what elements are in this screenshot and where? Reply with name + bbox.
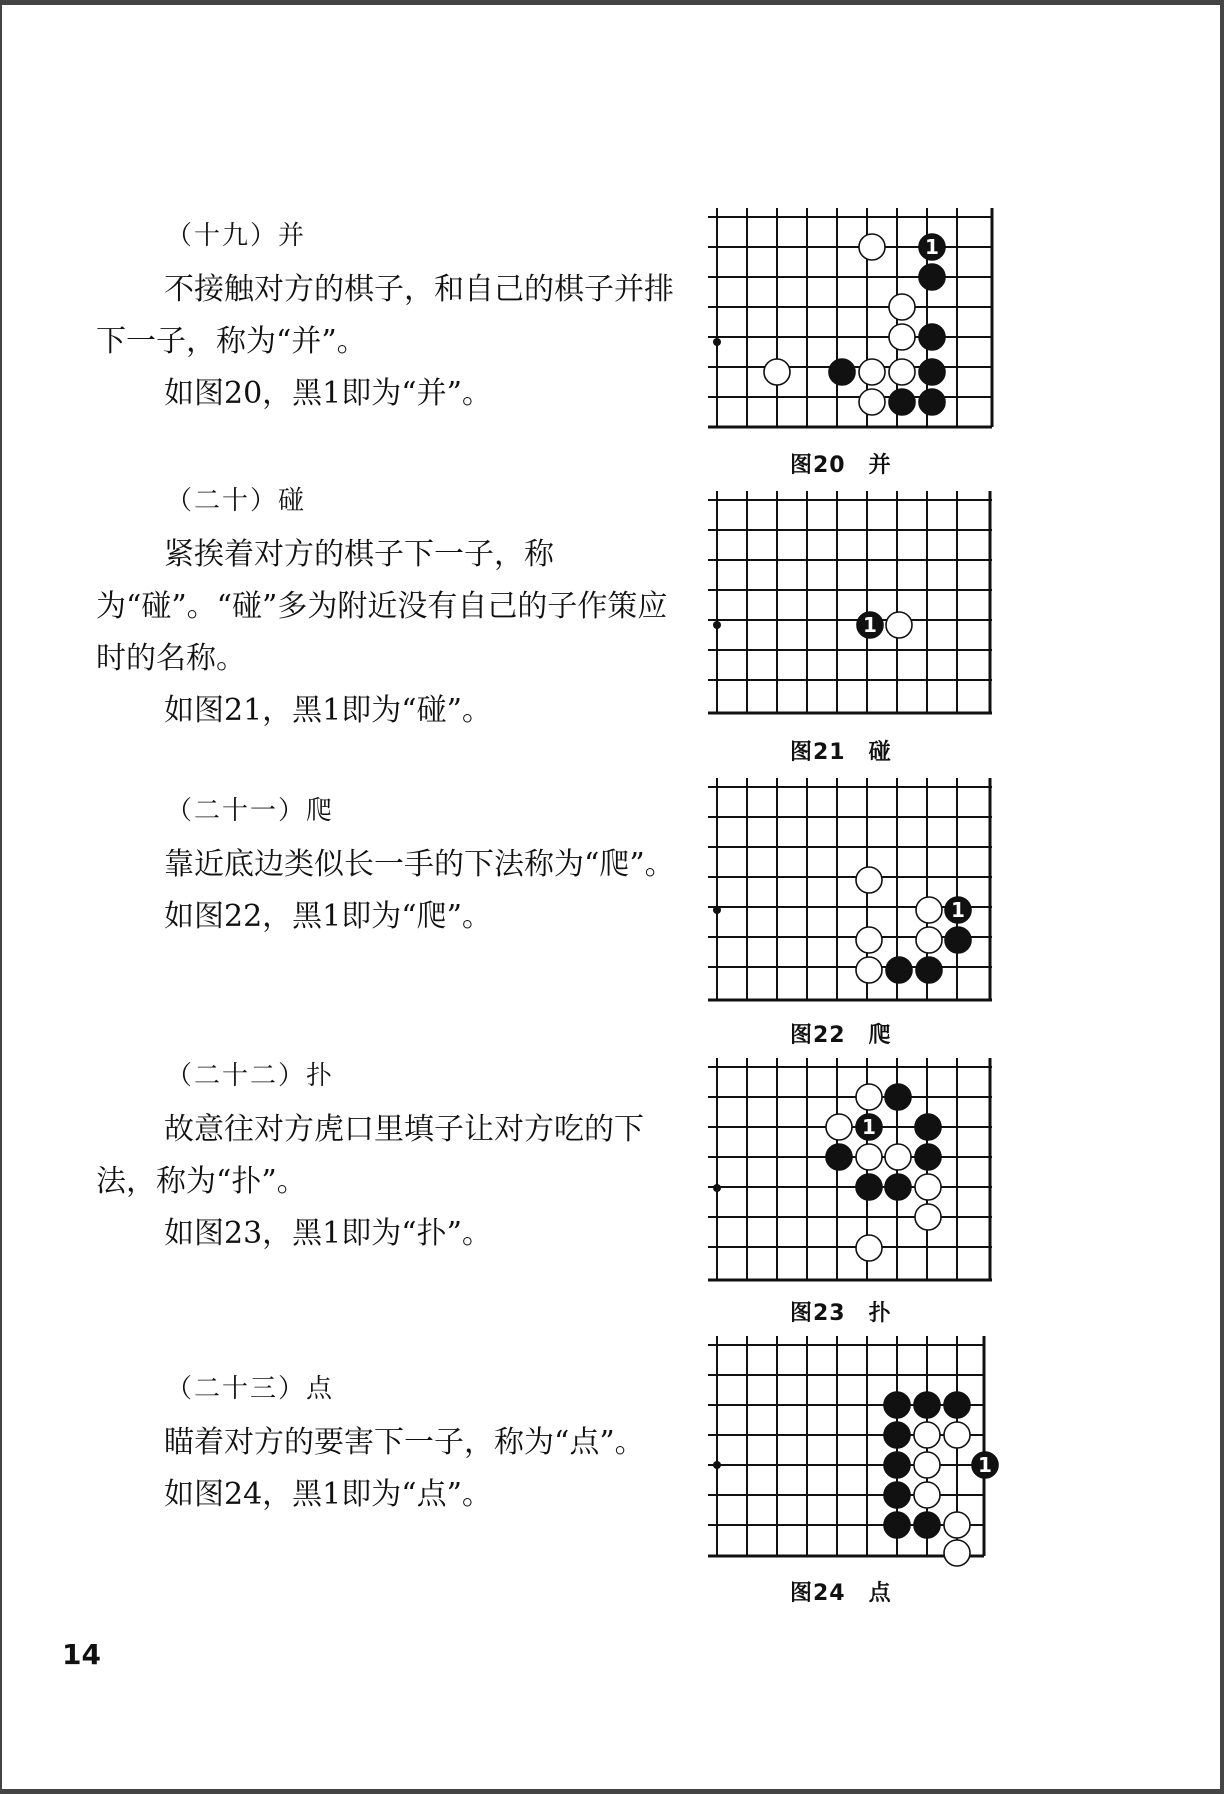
section-example: 如图20，黑1即为“并”。 [164,376,492,411]
white-stone [856,1144,882,1170]
black-stone [884,1512,910,1538]
black-stone [919,359,945,385]
stone-number-label: 1 [978,1453,992,1477]
go-board-diagram-24 [700,1328,1000,1568]
section-heading: （二十二）扑 [166,1061,335,1091]
white-stone [856,957,882,983]
black-stone [886,957,912,983]
white-stone [826,1114,852,1140]
black-stone [885,1174,911,1200]
board-grid [708,778,992,1000]
board-grid [708,1058,992,1280]
go-board-diagram-23 [700,1050,1000,1290]
black-stone [945,927,971,953]
section-heading: （二十三）点 [166,1374,335,1404]
stone-number-label: 1 [951,898,965,922]
white-stone [764,359,790,385]
black-stone [916,957,942,983]
white-stone [944,1512,970,1538]
white-stone [914,1482,940,1508]
black-stone [829,359,855,385]
board-grid [708,491,992,713]
board-grid [708,208,992,427]
section-paragraph: 瞄着对方的要害下一子，称为“点”。 [164,1425,645,1460]
white-stone [859,359,885,385]
figure-caption: 图23 扑 [790,1301,892,1326]
figure-caption: 图20 并 [790,453,892,478]
section-example: 如图24，黑1即为“点”。 [164,1477,492,1512]
section-paragraph: 不接触对方的棋子，和自己的棋子并排下一子，称为“并”。 [96,272,674,359]
black-stone [919,389,945,415]
go-board-diagram-21 [700,483,1000,723]
section-paragraph: 故意往对方虎口里填子让对方吃的下法，称为“扑”。 [96,1112,644,1199]
black-stone [884,1422,910,1448]
white-stone [915,1204,941,1230]
figure-caption: 图22 爬 [790,1023,892,1048]
white-stone [856,1084,882,1110]
section-example: 如图21，黑1即为“碰”。 [164,693,492,728]
figure-caption: 图24 点 [790,1581,892,1606]
section-20 [96,480,676,737]
black-stone [884,1452,910,1478]
black-stone [915,1114,941,1140]
section-21 [96,790,676,943]
stone-number-label: 1 [863,613,877,637]
white-stone [856,867,882,893]
white-stone [944,1422,970,1448]
section-19 [96,215,676,420]
white-stone [859,234,885,260]
star-point [713,1461,721,1469]
black-stone [919,324,945,350]
black-stone [914,1512,940,1538]
white-stone [889,324,915,350]
black-stone [889,389,915,415]
section-paragraph: 紧挨着对方的棋子下一子，称为“碰”。“碰”多为附近没有自己的子作策应时的名称。 [96,537,668,676]
white-stone [886,612,912,638]
black-stone [944,1392,970,1418]
section-example: 如图23，黑1即为“扑”。 [164,1216,492,1251]
section-22 [96,1055,676,1260]
white-stone [885,1144,911,1170]
stone-number-label: 1 [862,1115,876,1139]
section-heading: （二十一）爬 [166,796,335,826]
black-stone [884,1482,910,1508]
black-stone [915,1144,941,1170]
black-stone [919,264,945,290]
white-stone [944,1540,970,1566]
go-board-diagram-20 [700,200,1000,440]
star-point [713,338,721,346]
board-grid [708,1336,984,1556]
white-stone [889,359,915,385]
stone-number-label: 1 [925,235,939,259]
section-23 [96,1368,676,1521]
white-stone [916,897,942,923]
black-stone [826,1144,852,1170]
section-paragraph: 靠近底边类似长一手的下法称为“爬”。 [164,847,675,882]
section-heading: （十九）并 [166,221,307,251]
white-stone [916,927,942,953]
white-stone [859,389,885,415]
page-number: 14 [62,1638,101,1671]
section-heading: （二十）碰 [166,486,307,516]
white-stone [914,1452,940,1478]
black-stone [885,1084,911,1110]
white-stone [914,1422,940,1448]
white-stone [915,1174,941,1200]
go-board-diagram-22 [700,770,1000,1010]
white-stone [856,1235,882,1261]
black-stone [856,1174,882,1200]
star-point [713,621,721,629]
star-point [713,906,721,914]
black-stone [914,1392,940,1418]
section-example: 如图22，黑1即为“爬”。 [164,899,492,934]
white-stone [856,927,882,953]
figure-caption: 图21 碰 [790,740,892,765]
black-stone [884,1392,910,1418]
star-point [713,1184,721,1192]
white-stone [889,294,915,320]
